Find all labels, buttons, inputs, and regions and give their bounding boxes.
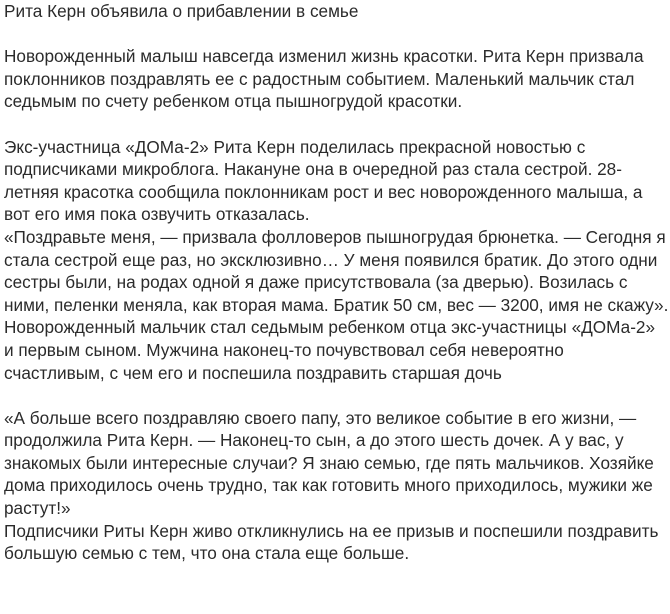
quote-line: сестры были, на родах одной я даже присутствовала (за дверью). Возилась с xyxy=(4,272,628,293)
text-line: Новорожденный малыш навсегда изменил жизнь красотки. Рита Керн призвала xyxy=(4,46,644,67)
quote-line: знакомых были интересные случаи? Я знаю семью, где пять мальчиков. Хозяйке xyxy=(4,452,654,473)
text-line: поклонников поздравлять ее с радостным событием. Маленький мальчик стал xyxy=(4,68,635,89)
text-line: счастливым, с чем его и поспешила поздравить старшая дочь xyxy=(4,362,502,383)
paragraph-1 xyxy=(4,45,668,113)
paragraph-gap xyxy=(4,23,668,46)
text-line: вот его имя пока озвучить отказалась. xyxy=(4,204,310,225)
text-line: Подписчики Риты Керн живо откликнулись на ее призыв и поспешили поздравить xyxy=(4,520,659,541)
text-line: Новорожденный мальчик стал седьмым ребенком отца экс-участницы «ДОМа-2» xyxy=(4,317,656,338)
quote-line: продолжила Рита Керн. — Наконец-то сын, а до этого шесть дочек. А у вас, у xyxy=(4,430,624,451)
article-title: Рита Керн объявила о прибавлении в семье xyxy=(4,1,359,21)
quote-line: «Поздравьте меня, — призвала фолловеров пышногрудая брюнетка. — Сегодня я xyxy=(4,226,666,247)
paragraph-2 xyxy=(4,136,668,385)
quote-line: «А больше всего поздравляю своего папу, это великое событие в его жизни, — xyxy=(4,407,637,428)
text-line: подписчиками микроблога. Накануне она в очередной раз стала сестрой. 28- xyxy=(4,159,622,180)
article xyxy=(4,0,668,565)
text-line: летняя красотка сообщила поклонникам рост и вес новорожденного малыша, а xyxy=(4,181,643,202)
quote-line: ними, пеленки меняла, как вторая мама. Братик 50 см, вес — 3200, имя не скажу». xyxy=(4,294,669,315)
paragraph-3 xyxy=(4,407,668,565)
text-line: и первым сыном. Мужчина наконец-то почувствовал себя невероятно xyxy=(4,339,564,360)
text-line: седьмым по счету ребенком отца пышногрудой красотки. xyxy=(4,91,463,112)
quote-line: стала сестрой еще раз, но эксклюзивно… У меня появился братик. До этого одни xyxy=(4,249,658,270)
quote-line: растут!» xyxy=(4,498,71,519)
text-line: Экс-участница «ДОМа-2» Рита Керн поделилась прекрасной новостью с xyxy=(4,136,586,157)
quote-line: дома приходилось очень трудно, так как готовить много приходилось, мужики же xyxy=(4,475,653,496)
paragraph-gap xyxy=(4,384,668,407)
paragraph-gap xyxy=(4,113,668,136)
text-line: большую семью с тем, что она стала еще больше. xyxy=(4,543,410,564)
